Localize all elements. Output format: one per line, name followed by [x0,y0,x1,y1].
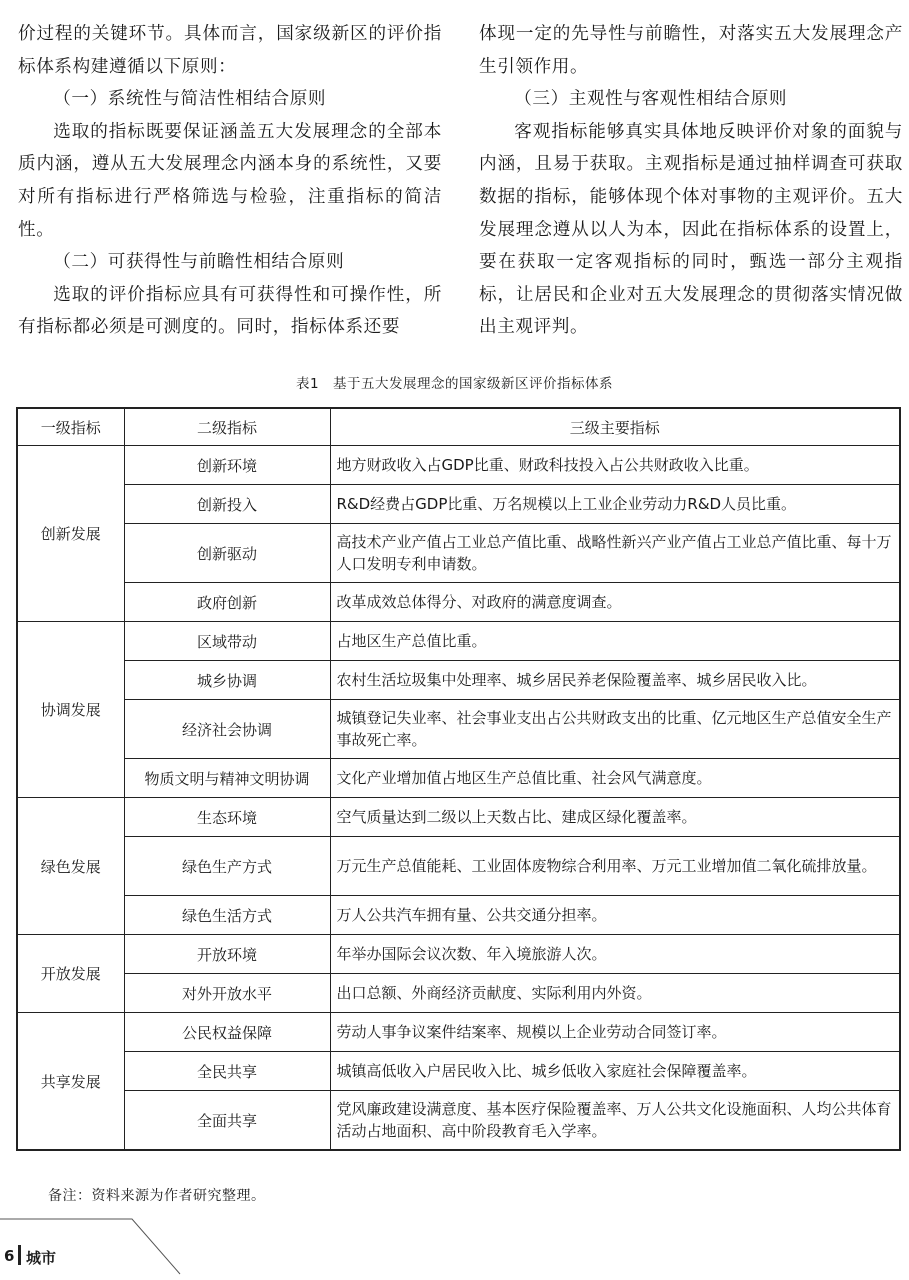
level3-cell: 空气质量达到二级以上天数占比、建成区绿化覆盖率。 [330,798,900,837]
table-row [17,896,900,935]
table-row [17,622,900,661]
level1-cell: 开放发展 [17,935,124,1013]
evaluation-index-table [16,407,901,1151]
level2-cell: 区域带动 [124,622,330,661]
level3-cell: 城镇高低收入户居民收入比、城乡低收入家庭社会保障覆盖率。 [330,1052,900,1091]
level2-cell: 创新环境 [124,446,330,485]
paragraph: 选取的指标既要保证涵盖五大发展理念的全部本质内涵，遵从五大发展理念内涵本身的系统性，又要对所有指标进行严格筛选与检验，注重指标的简洁性。 [18,121,442,240]
level3-cell: 城镇登记失业率、社会事业支出占公共财政支出的比重、亿元地区生产总值安全生产事故死亡率。 [330,700,900,759]
level2-cell: 创新投入 [124,485,330,524]
level2-cell: 经济社会协调 [124,700,330,759]
right-text-column [479,18,903,344]
level3-cell: 农村生活垃圾集中处理率、城乡居民养老保险覆盖率、城乡居民收入比。 [330,661,900,700]
page-number-divider [18,1245,21,1265]
level3-cell: 地方财政收入占GDP比重、财政科技投入占公共财政收入比重。 [330,446,900,485]
level2-cell: 城乡协调 [124,661,330,700]
level2-cell: 对外开放水平 [124,974,330,1013]
principle-heading-1: （一）系统性与简洁性相结合原则 [53,89,327,110]
paragraph: 选取的评价指标应具有可获得性和可操作性，所有指标都必须是可测度的。同时，指标体系还要 [18,284,442,338]
level2-cell: 物质文明与精神文明协调 [124,759,330,798]
level3-cell: 文化产业增加值占地区生产总值比重、社会风气满意度。 [330,759,900,798]
table-row [17,837,900,896]
table-row [17,661,900,700]
table-row [17,583,900,622]
footer-rule [0,1218,909,1280]
header-level2: 二级指标 [124,408,330,446]
principle-heading-3: （三）主观性与客观性相结合原则 [514,89,788,110]
level2-cell: 绿色生活方式 [124,896,330,935]
principle-heading-2: （二）可获得性与前瞻性相结合原则 [53,252,345,273]
level1-cell: 创新发展 [17,446,124,622]
level3-cell: R&D经费占GDP比重、万名规模以上工业企业劳动力R&D人员比重。 [330,485,900,524]
level2-cell: 创新驱动 [124,524,330,583]
level2-cell: 政府创新 [124,583,330,622]
table-row [17,485,900,524]
table-header-row [17,408,900,446]
level2-cell: 开放环境 [124,935,330,974]
level3-cell: 党风廉政建设满意度、基本医疗保险覆盖率、万人公共文化设施面积、人均公共体育活动占地面积、高中阶段教育毛入学率。 [330,1091,900,1151]
paragraph: 价过程的关键环节。具体而言，国家级新区的评价指标体系构建遵循以下原则： [18,24,442,77]
level3-cell: 万元生产总值能耗、工业固体废物综合利用率、万元工业增加值二氧化硫排放量。 [330,837,900,896]
table-caption: 表1 基于五大发展理念的国家级新区评价指标体系 [295,376,614,392]
table-row [17,798,900,837]
table-row [17,1013,900,1052]
table-note: 备注：资料来源为作者研究整理。 [48,1188,266,1204]
table-row [17,446,900,485]
header-level1: 一级指标 [17,408,124,446]
level2-cell: 公民权益保障 [124,1013,330,1052]
table-row [17,1091,900,1151]
level2-cell: 全面共享 [124,1091,330,1151]
paragraph: 体现一定的先导性与前瞻性，对落实五大发展理念产生引领作用。 [479,24,903,77]
table-row [17,1052,900,1091]
level3-cell: 改革成效总体得分、对政府的满意度调查。 [330,583,900,622]
level1-cell: 共享发展 [17,1013,124,1151]
level3-cell: 占地区生产总值比重。 [330,622,900,661]
level1-cell: 绿色发展 [17,798,124,935]
level3-cell: 年举办国际会议次数、年入境旅游人次。 [330,935,900,974]
level3-cell: 劳动人事争议案件结案率、规模以上企业劳动合同签订率。 [330,1013,900,1052]
level2-cell: 绿色生产方式 [124,837,330,896]
table-row [17,935,900,974]
table-row [17,759,900,798]
table-row [17,700,900,759]
table-row [17,974,900,1013]
paragraph: 客观指标能够真实具体地反映评价对象的面貌与内涵，且易于获取。主观指标是通过抽样调查可获取数据的指标，能够体现个体对事物的主观评价。五大发展理念遵从以人为本，因此在指标体系的设置上，要在获取一定客观指标的同时，甄选一部分主观指标，让居民和企业对五大发展理念的贯彻落实情况做出主观评判。 [479,121,903,338]
journal-name: 城市 [26,1249,57,1267]
level1-cell: 协调发展 [17,622,124,798]
table-row [17,524,900,583]
level3-cell: 高技术产业产值占工业总产值比重、战略性新兴产业产值占工业总产值比重、每十万人口发明专利申请数。 [330,524,900,583]
level3-cell: 出口总额、外商经济贡献度、实际利用内外资。 [330,974,900,1013]
header-level3: 三级主要指标 [330,408,900,446]
level3-cell: 万人公共汽车拥有量、公共交通分担率。 [330,896,900,935]
page-number: 6 [4,1247,15,1265]
level2-cell: 生态环境 [124,798,330,837]
left-text-column [18,18,442,344]
level2-cell: 全民共享 [124,1052,330,1091]
